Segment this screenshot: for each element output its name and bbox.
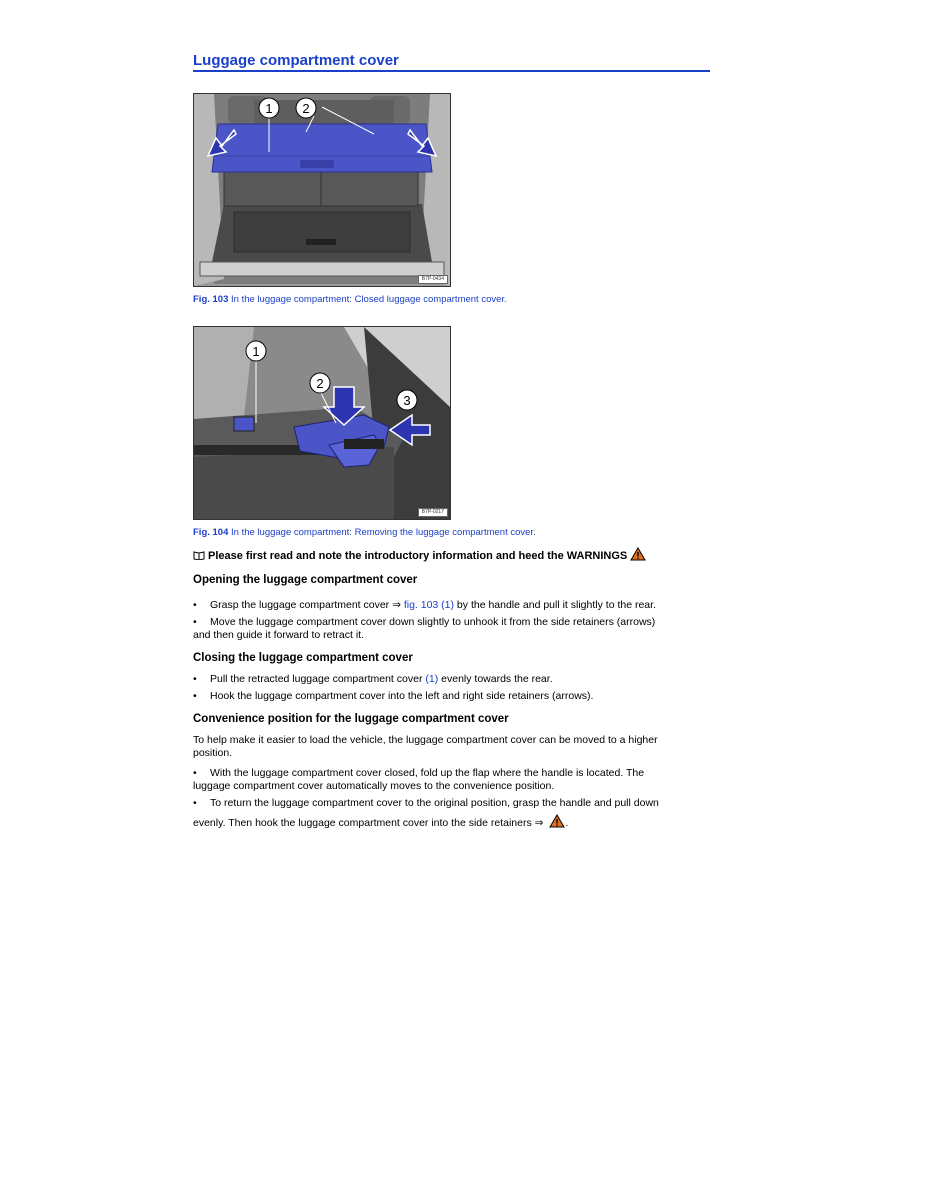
opening-b1-pre: Grasp the luggage compartment cover ⇒ [210, 599, 404, 611]
figure-104-caption-text: In the luggage compartment: Removing the luggage compartment cover. [228, 527, 536, 538]
figure-104-code: B7P-0217 [418, 508, 448, 517]
warning-icon[interactable] [630, 547, 646, 564]
bullet: • [193, 673, 197, 685]
convenience-b1-line1: With the luggage compartment cover closed, fold up the flap where the handle is located. The [210, 767, 645, 779]
fig104-callout-3: 3 [403, 393, 411, 408]
convenience-bullet-2-cont: evenly. Then hook the luggage compartment cover into the side retainers ⇒ . [193, 814, 708, 832]
figure-103-caption [193, 294, 507, 305]
closing-b1-pre: Pull the retracted luggage compartment cover [210, 673, 426, 685]
convenience-b1-line2: luggage compartment cover automatically moves to the convenience position. [193, 780, 555, 792]
convenience-para-line2: position. [193, 747, 233, 759]
opening-bullet-2 [193, 616, 708, 642]
figure-104-caption [193, 527, 536, 538]
closing-heading: Closing the luggage compartment cover [193, 652, 413, 664]
intro-warning-line [193, 547, 646, 564]
figure-103-code: B7P-0434 [418, 275, 448, 284]
bullet: • [193, 767, 197, 779]
fig103-callout-2: 2 [302, 101, 310, 116]
bullet: • [193, 599, 197, 611]
bullet: • [193, 797, 197, 809]
convenience-para-line1: To help make it easier to load the vehicle, the luggage compartment cover can be moved to a higher [193, 734, 658, 746]
closing-bullet-2 [193, 690, 708, 703]
closing-bullet-1 [193, 673, 708, 686]
convenience-b2-line2: evenly. Then hook the luggage compartment cover into the side retainers ⇒ [193, 817, 547, 829]
bullet: • [193, 616, 197, 628]
convenience-bullet-1 [193, 767, 708, 793]
opening-heading: Opening the luggage compartment cover [193, 574, 418, 586]
page-title: Luggage compartment cover [193, 52, 710, 72]
convenience-heading: Convenience position for the luggage compartment cover [193, 713, 509, 725]
intro-text: Please first read and note the introductory information and heed the WARNINGS [208, 549, 628, 562]
bullet: • [193, 690, 197, 702]
convenience-paragraph [193, 734, 708, 760]
convenience-b2-line1: To return the luggage compartment cover to the original position, grasp the handle and pull down [210, 797, 659, 809]
closing-b2: Hook the luggage compartment cover into the left and right side retainers (arrows). [210, 690, 594, 702]
figure-104-label: Fig. 104 [193, 527, 229, 538]
figure-103-caption-text: In the luggage compartment: Closed luggage compartment cover. [228, 294, 507, 305]
book-icon [193, 551, 205, 560]
convenience-bullet-2 [193, 797, 708, 810]
opening-bullet-1 [193, 599, 708, 612]
fig104-callout-1: 1 [252, 344, 260, 359]
figure-104-image [193, 326, 451, 520]
opening-b2-line1: Move the luggage compartment cover down slightly to unhook it from the side retainers (arrows) [210, 616, 656, 628]
closing-b1-post: evenly towards the rear. [438, 673, 553, 685]
opening-b1-post: by the handle and pull it slightly to the rear. [454, 599, 656, 611]
fig104-callout-2: 2 [316, 376, 324, 391]
warning-icon[interactable] [549, 814, 565, 832]
figure-103-image [193, 93, 451, 287]
opening-b2-line2: and then guide it forward to retract it. [193, 629, 365, 641]
callout-1-link[interactable]: (1) [425, 673, 439, 685]
fig-103-link[interactable]: fig. 103 (1) [403, 599, 455, 611]
figure-103-label: Fig. 103 [193, 294, 229, 305]
fig103-callout-1: 1 [265, 101, 273, 116]
